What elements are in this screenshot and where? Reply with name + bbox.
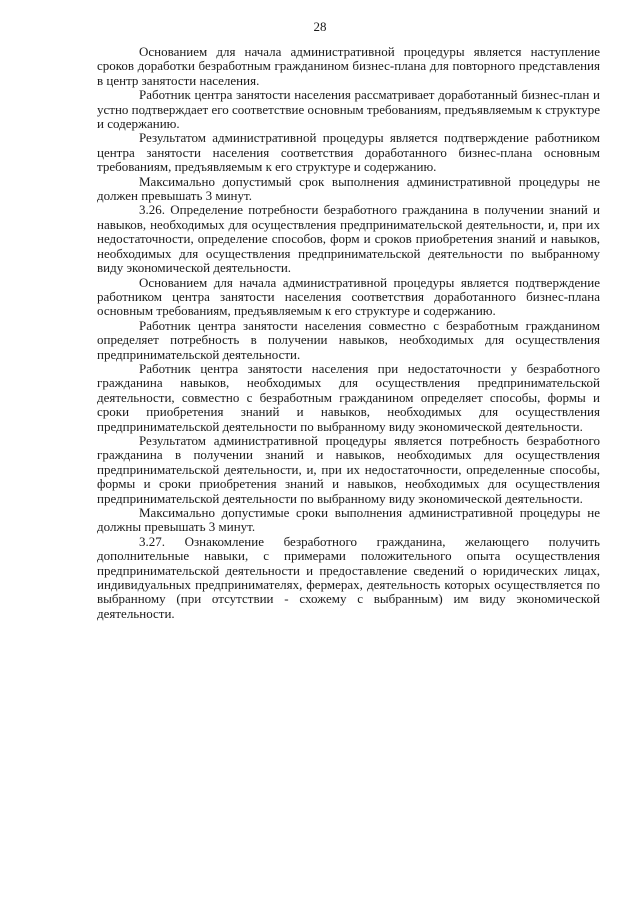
section-3-26-paragraph: 3.26. Определение потребности безработного гражданина в получении знаний и навыков, необходимых для осуществления предпринимательской деятельности, и, при их недостаточности, определение способов, форм и сроков приобретения знаний и навыков, необходимых для осуществления предпринимательской деятельности по выбранному виду экономической деятельности. bbox=[97, 202, 600, 276]
paragraph: Работник центра занятости населения рассматривает доработанный бизнес-план и устно подтверждает его соответствие основным требованиям, предъявляемым к структуре и содержанию. bbox=[97, 87, 600, 132]
paragraph: Основанием для начала административной процедуры является наступление сроков доработки безработным гражданином бизнес-плана для повторного представления в центр занятости населения. bbox=[97, 44, 600, 88]
page-number: 28 bbox=[313, 19, 327, 34]
paragraph: Результатом административной процедуры является подтверждение работником центра занятости населения соответствия доработанного бизнес-плана основным требованиям, предъявляемым к его структуре и содержанию. bbox=[97, 130, 600, 175]
paragraph: Максимально допустимый срок выполнения административной процедуры не должен превышать 3 минут. bbox=[97, 173, 600, 204]
section-3-27-paragraph: 3.27. Ознакомление безработного гражданина, желающего получить дополнительные навыки, с примерами положительного опыта осуществления предпринимательской деятельности и предоставление сведений о юридических лицах, индивидуальных предпринимателях, фермерах, деятельность которых осуществляется по выбранному (при отсутствии - схожему с выбранным) им виду экономической деятельности. bbox=[97, 533, 600, 621]
paragraph: Результатом административной процедуры является потребность безработного гражданина в получении знаний и навыков, необходимых для осуществления предпринимательской деятельности, и, при их недостаточности, определенные способы, формы и сроки приобретения знаний и навыков, необходимых для осуществления предпринимательской деятельности по выбранному виду экономической деятельности. bbox=[97, 432, 600, 506]
paragraph: Работник центра занятости населения совместно с безработным гражданином определяет потребность в получении навыков, необходимых для осуществления предпринимательской деятельности. bbox=[97, 317, 600, 362]
paragraph: Максимально допустимые сроки выполнения административной процедуры не должны превышать 3 минут. bbox=[97, 505, 600, 535]
paragraph: Работник центра занятости населения при недостаточности у безработного гражданина навыков, необходимых для осуществления предпринимательской деятельности, совместно с безработным гражданином определяет способы, формы и сроки приобретения знаний и навыков, необходимых для осуществления предпринимательской деятельности по выбранному виду экономической деятельности. bbox=[97, 360, 600, 434]
document-body bbox=[97, 45, 600, 621]
paragraph: Основанием для начала административной процедуры является подтверждение работником центра занятости населения соответствия доработанного бизнес-плана основным требованиям, предъявляемым к его структуре и содержанию. bbox=[97, 274, 600, 319]
